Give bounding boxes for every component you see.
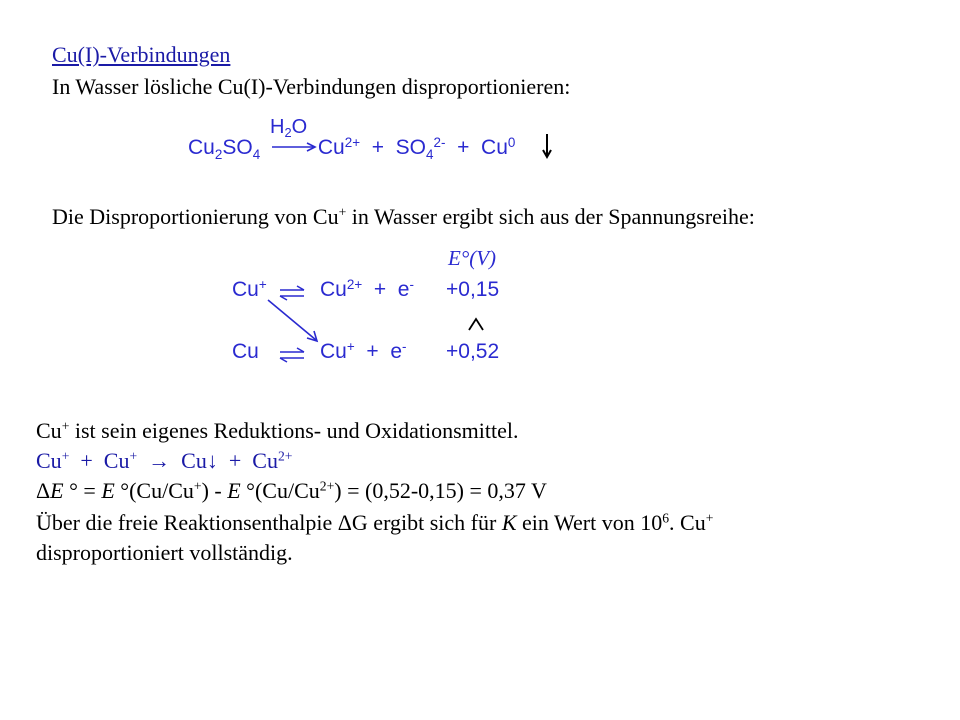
reactant: $Cu_2SO_4$	[188, 136, 261, 162]
row2-potential: +0,52	[446, 340, 500, 363]
precipitate-arrow-icon	[540, 132, 554, 160]
section-title: Cu(I)-Verbindungen	[52, 42, 231, 67]
greater-than-icon	[466, 316, 486, 332]
plus-sign: +	[457, 136, 470, 159]
row2-left: Cu	[232, 340, 259, 363]
conclusion-line-5: disproportioniert vollständig.	[36, 540, 293, 565]
conclusion-line-1: Cu+ ist sein eigenes Reduktions- und Oxidationsmittel.	[36, 418, 519, 443]
potential-header: E°(V)	[448, 246, 497, 270]
conclusion-line-4: Über die freie Reaktionsenthalpie ΔG ergibt sich für K ein Wert von $10^6$. Cu+	[36, 510, 714, 535]
product-cu0: Cu$^0$	[481, 134, 516, 159]
reaction-equation	[188, 136, 515, 160]
reaction-arrow-icon	[270, 140, 320, 154]
row1-right: $Cu^{2+} + e^-$	[320, 276, 414, 301]
row1-left: Cu+	[232, 276, 267, 301]
reaction-arrow-label: $H_2O$	[270, 116, 308, 141]
disprop-sentence: Die Disproportionierung von Cu+ in Wasser ergibt sich aus der Spannungsreihe:	[52, 204, 755, 229]
row1-potential: +0,15	[446, 278, 500, 301]
intro-text: In Wasser lösliche Cu(I)-Verbindungen disproportionieren:	[52, 74, 571, 99]
potential-calculation: ΔE ° = E °(Cu/Cu+) - E $^\circ(Cu/Cu^{2+}) = (0,52-0,15) = 0,37$ V	[36, 478, 547, 503]
product-so4: $SO_4^{2-}$	[395, 134, 446, 162]
equilibrium-arrow-icon	[278, 346, 306, 364]
plus-sign: +	[371, 136, 384, 159]
disprop-diagonal-arrow-icon	[262, 296, 326, 346]
product-cu2: $Cu^{2+}$	[317, 134, 361, 159]
row2-right: Cu+ + e-	[320, 338, 407, 363]
disprop-equation: Cu+ + Cu+ → Cu↓ + $Cu^{2+}$	[36, 448, 293, 473]
